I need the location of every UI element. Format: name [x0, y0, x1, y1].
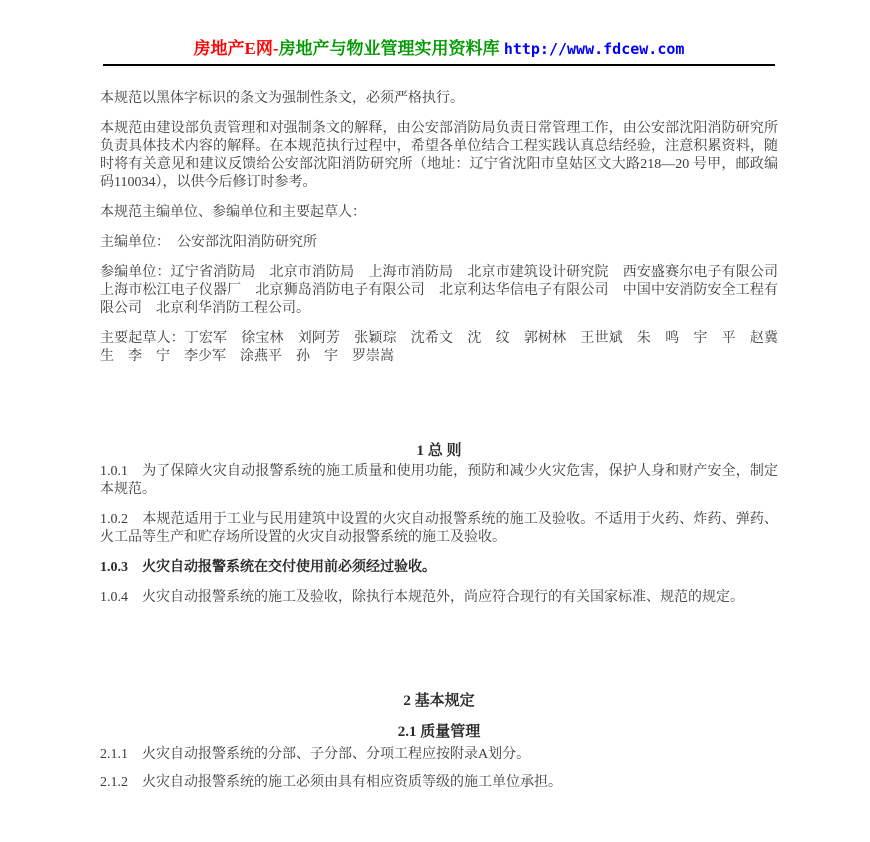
- section-2-1: [100, 723, 778, 792]
- clause-1-0-1: 1.0.1 为了保障火灾自动报警系统的施工质量和使用功能，预防和减少火灾危害，保护人身和财产安全，制定本规范。: [100, 464, 778, 497]
- clause-2-1-2: 2.1.2 火灾自动报警系统的施工必须由具有相应资质等级的施工单位承担。: [100, 775, 562, 790]
- site-header: [103, 38, 775, 66]
- clause-1-0-4: 1.0.4 火灾自动报警系统的施工及验收，除执行本规范外，尚应符合现行的有关国家标准、规范的规定。: [100, 590, 744, 605]
- spacer: [100, 378, 778, 442]
- clause-2-1-1: 2.1.1 火灾自动报警系统的分部、子分部、分项工程应按附录A划分。: [100, 747, 531, 762]
- document-body: [100, 90, 792, 792]
- site-url-link[interactable]: http://www.fdcew.com: [503, 40, 685, 58]
- section-2-1-heading: 2.1 质量管理: [397, 724, 481, 740]
- clause-1-0-3: 1.0.3 火灾自动报警系统在交付使用前必须经过验收。: [100, 560, 436, 575]
- site-name-separator: -: [272, 39, 279, 58]
- clause-1-0-2: 1.0.2 本规范适用于工业与民用建筑中设置的火灾自动报警系统的施工及验收。不适用于火药、炸药、弹药、火工品等生产和贮存场所设置的火灾自动报警系统的施工及验收。: [100, 512, 778, 545]
- preface-chief-editor-unit: 主编单位： 公安部沈阳消防研究所: [100, 235, 317, 250]
- spacer: [100, 619, 778, 692]
- preface-mandatory-notice: 本规范以黑体字标识的条文为强制性条文，必须严格执行。: [100, 91, 464, 106]
- chapter-2-heading: 2 基本规定: [403, 693, 475, 709]
- preface-drafters: 主要起草人：丁宏军 徐宝林 刘阿芳 张颖琮 沈希文 沈 纹 郭树林 王世斌 朱 鸣 宇 平 赵冀生 李 宁 李少军 涂燕平 孙 宇 罗崇嵩: [100, 331, 778, 364]
- preface-units-intro: 本规范主编单位、参编单位和主要起草人：: [100, 205, 366, 220]
- site-tagline: 房地产与物业管理实用资料库: [278, 39, 504, 58]
- site-name: 房地产E网: [193, 39, 273, 58]
- preface-participating-units: 参编单位：辽宁省消防局 北京市消防局 上海市消防局 北京市建筑设计研究院 西安盛赛尔电子有限公司 上海市松江电子仪器厂 北京狮岛消防电子有限公司 北京利达华信电子有限公司 中国中安消防安全工程有限公司 北京利华消防工程公司。: [100, 265, 792, 316]
- preface-administration: 本规范由建设部负责管理和对强制条文的解释，由公安部消防局负责日常管理工作，由公安部沈阳消防研究所负责具体技术内容的解释。在本规范执行过程中，希望各单位结合工程实践认真总结经验，注意积累资料，随时将有关意见和建议反馈给公安部沈阳消防研究所（地址：辽宁省沈阳市皇姑区文大路218—20 号甲，邮政编码110034），以供今后修订时参考。: [100, 121, 778, 190]
- chapter-1-heading: 1 总 则: [416, 443, 462, 459]
